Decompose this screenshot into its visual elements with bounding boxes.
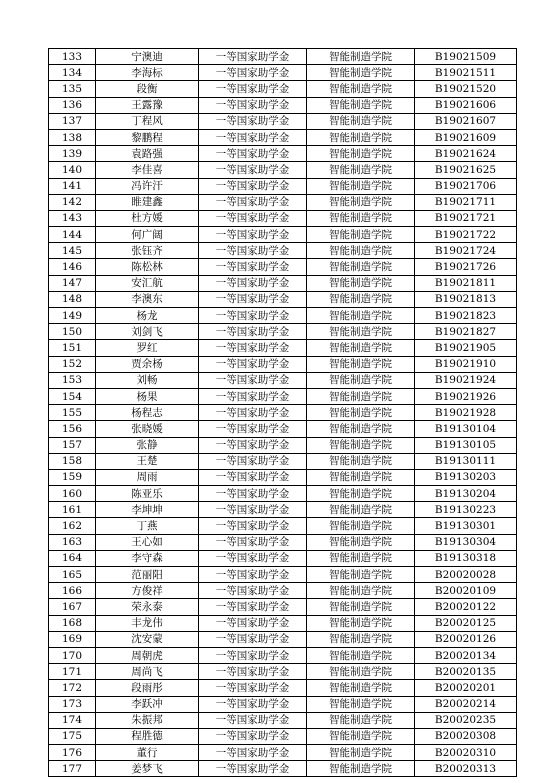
row-number-cell: 170	[49, 647, 96, 663]
student-name-cell: 程胜德	[96, 728, 199, 744]
student-name-cell: 杜方媛	[96, 210, 199, 226]
table-row	[49, 631, 517, 647]
award-type-cell: 一等国家助学金	[199, 194, 307, 210]
student-name-cell: 刘畅	[96, 372, 199, 388]
student-name-cell: 丁程风	[96, 113, 199, 129]
student-id-cell: B19130111	[415, 453, 517, 469]
college-name-cell: 智能制造学院	[307, 308, 415, 324]
table-row	[49, 243, 517, 259]
table-row	[49, 194, 517, 210]
student-id-cell: B19021813	[415, 291, 517, 307]
student-id-cell: B20020126	[415, 631, 517, 647]
student-id-cell: B20020235	[415, 712, 517, 728]
college-name-cell: 智能制造学院	[307, 631, 415, 647]
college-name-cell: 智能制造学院	[307, 65, 415, 81]
student-name-cell: 周雨	[96, 469, 199, 485]
college-name-cell: 智能制造学院	[307, 680, 415, 696]
award-type-cell: 一等国家助学金	[199, 356, 307, 372]
award-type-cell: 一等国家助学金	[199, 664, 307, 680]
row-number-cell: 176	[49, 745, 96, 761]
table-row	[49, 81, 517, 97]
student-name-cell: 李澳东	[96, 291, 199, 307]
college-name-cell: 智能制造学院	[307, 81, 415, 97]
award-type-cell: 一等国家助学金	[199, 502, 307, 518]
table-row	[49, 437, 517, 453]
row-number-cell: 143	[49, 210, 96, 226]
row-number-cell: 161	[49, 502, 96, 518]
table-row	[49, 227, 517, 243]
table-row	[49, 453, 517, 469]
student-name-cell: 安汇航	[96, 275, 199, 291]
table-row	[49, 696, 517, 712]
row-number-cell: 156	[49, 421, 96, 437]
award-type-cell: 一等国家助学金	[199, 227, 307, 243]
student-name-cell: 方俊祥	[96, 583, 199, 599]
student-id-cell: B20020308	[415, 728, 517, 744]
student-name-cell: 杨程志	[96, 405, 199, 421]
student-id-cell: B19021509	[415, 49, 517, 65]
table-row	[49, 647, 517, 663]
student-id-cell: B19130203	[415, 469, 517, 485]
row-number-cell: 139	[49, 146, 96, 162]
award-type-cell: 一等国家助学金	[199, 421, 307, 437]
row-number-cell: 146	[49, 259, 96, 275]
student-id-cell: B19021711	[415, 194, 517, 210]
college-name-cell: 智能制造学院	[307, 599, 415, 615]
table-row	[49, 275, 517, 291]
college-name-cell: 智能制造学院	[307, 372, 415, 388]
table-row	[49, 129, 517, 145]
table-row	[49, 680, 517, 696]
row-number-cell: 171	[49, 664, 96, 680]
college-name-cell: 智能制造学院	[307, 162, 415, 178]
college-name-cell: 智能制造学院	[307, 405, 415, 421]
award-type-cell: 一等国家助学金	[199, 162, 307, 178]
student-id-cell: B19130104	[415, 421, 517, 437]
award-type-cell: 一等国家助学金	[199, 550, 307, 566]
college-name-cell: 智能制造学院	[307, 243, 415, 259]
row-number-cell: 165	[49, 567, 96, 583]
roster-table-body	[49, 49, 517, 777]
award-type-cell: 一等国家助学金	[199, 324, 307, 340]
award-type-cell: 一等国家助学金	[199, 243, 307, 259]
student-id-cell: B19130301	[415, 518, 517, 534]
student-id-cell: B19021520	[415, 81, 517, 97]
student-name-cell: 罗红	[96, 340, 199, 356]
college-name-cell: 智能制造学院	[307, 275, 415, 291]
college-name-cell: 智能制造学院	[307, 291, 415, 307]
student-name-cell: 李跃冲	[96, 696, 199, 712]
student-name-cell: 袁路强	[96, 146, 199, 162]
award-type-cell: 一等国家助学金	[199, 291, 307, 307]
award-type-cell: 一等国家助学金	[199, 97, 307, 113]
college-name-cell: 智能制造学院	[307, 227, 415, 243]
table-row	[49, 728, 517, 744]
student-id-cell: B20020134	[415, 647, 517, 663]
table-row	[49, 113, 517, 129]
college-name-cell: 智能制造学院	[307, 421, 415, 437]
college-name-cell: 智能制造学院	[307, 178, 415, 194]
student-name-cell: 睢建鑫	[96, 194, 199, 210]
college-name-cell: 智能制造学院	[307, 437, 415, 453]
row-number-cell: 137	[49, 113, 96, 129]
student-name-cell: 李海标	[96, 65, 199, 81]
student-id-cell: B20020122	[415, 599, 517, 615]
student-id-cell: B19021910	[415, 356, 517, 372]
row-number-cell: 159	[49, 469, 96, 485]
student-id-cell: B19021823	[415, 308, 517, 324]
table-row	[49, 486, 517, 502]
table-row	[49, 291, 517, 307]
table-row	[49, 712, 517, 728]
college-name-cell: 智能制造学院	[307, 194, 415, 210]
student-id-cell: B20020214	[415, 696, 517, 712]
student-name-cell: 李坤坤	[96, 502, 199, 518]
award-type-cell: 一等国家助学金	[199, 275, 307, 291]
award-type-cell: 一等国家助学金	[199, 146, 307, 162]
row-number-cell: 174	[49, 712, 96, 728]
table-row	[49, 745, 517, 761]
student-id-cell: B20020125	[415, 615, 517, 631]
award-type-cell: 一等国家助学金	[199, 81, 307, 97]
table-row	[49, 372, 517, 388]
table-row	[49, 615, 517, 631]
college-name-cell: 智能制造学院	[307, 340, 415, 356]
college-name-cell: 智能制造学院	[307, 664, 415, 680]
row-number-cell: 150	[49, 324, 96, 340]
table-row	[49, 405, 517, 421]
student-id-cell: B19021811	[415, 275, 517, 291]
student-id-cell: B19130223	[415, 502, 517, 518]
award-type-cell: 一等国家助学金	[199, 728, 307, 744]
college-name-cell: 智能制造学院	[307, 696, 415, 712]
student-id-cell: B19021609	[415, 129, 517, 145]
college-name-cell: 智能制造学院	[307, 210, 415, 226]
table-row	[49, 65, 517, 81]
student-id-cell: B20020135	[415, 664, 517, 680]
college-name-cell: 智能制造学院	[307, 502, 415, 518]
student-id-cell: B19021706	[415, 178, 517, 194]
award-type-cell: 一等国家助学金	[199, 469, 307, 485]
award-type-cell: 一等国家助学金	[199, 437, 307, 453]
award-type-cell: 一等国家助学金	[199, 259, 307, 275]
row-number-cell: 142	[49, 194, 96, 210]
college-name-cell: 智能制造学院	[307, 469, 415, 485]
row-number-cell: 157	[49, 437, 96, 453]
college-name-cell: 智能制造学院	[307, 583, 415, 599]
award-type-cell: 一等国家助学金	[199, 388, 307, 404]
award-type-cell: 一等国家助学金	[199, 680, 307, 696]
table-row	[49, 518, 517, 534]
student-name-cell: 董行	[96, 745, 199, 761]
row-number-cell: 145	[49, 243, 96, 259]
college-name-cell: 智能制造学院	[307, 129, 415, 145]
table-row	[49, 502, 517, 518]
college-name-cell: 智能制造学院	[307, 615, 415, 631]
row-number-cell: 148	[49, 291, 96, 307]
college-name-cell: 智能制造学院	[307, 97, 415, 113]
student-name-cell: 宁澳迪	[96, 49, 199, 65]
row-number-cell: 144	[49, 227, 96, 243]
row-number-cell: 138	[49, 129, 96, 145]
student-name-cell: 周尚飞	[96, 664, 199, 680]
table-row	[49, 210, 517, 226]
award-type-cell: 一等国家助学金	[199, 372, 307, 388]
table-row	[49, 356, 517, 372]
table-row	[49, 567, 517, 583]
student-id-cell: B19021722	[415, 227, 517, 243]
student-name-cell: 丁燕	[96, 518, 199, 534]
table-row	[49, 162, 517, 178]
scholarship-roster-table	[48, 48, 517, 777]
student-name-cell: 王露豫	[96, 97, 199, 113]
student-name-cell: 何广阔	[96, 227, 199, 243]
table-row	[49, 469, 517, 485]
college-name-cell: 智能制造学院	[307, 712, 415, 728]
award-type-cell: 一等国家助学金	[199, 113, 307, 129]
table-row	[49, 534, 517, 550]
student-id-cell: B19021606	[415, 97, 517, 113]
student-id-cell: B20020028	[415, 567, 517, 583]
college-name-cell: 智能制造学院	[307, 259, 415, 275]
award-type-cell: 一等国家助学金	[199, 405, 307, 421]
award-type-cell: 一等国家助学金	[199, 761, 307, 777]
college-name-cell: 智能制造学院	[307, 518, 415, 534]
student-id-cell: B19021827	[415, 324, 517, 340]
student-id-cell: B19021625	[415, 162, 517, 178]
student-id-cell: B19021721	[415, 210, 517, 226]
student-name-cell: 荣永泰	[96, 599, 199, 615]
student-name-cell: 李佳喜	[96, 162, 199, 178]
student-name-cell: 段雨彤	[96, 680, 199, 696]
college-name-cell: 智能制造学院	[307, 550, 415, 566]
award-type-cell: 一等国家助学金	[199, 615, 307, 631]
student-name-cell: 王楚	[96, 453, 199, 469]
row-number-cell: 154	[49, 388, 96, 404]
student-id-cell: B20020109	[415, 583, 517, 599]
student-name-cell: 张静	[96, 437, 199, 453]
student-name-cell: 陈亚乐	[96, 486, 199, 502]
student-id-cell: B20020201	[415, 680, 517, 696]
college-name-cell: 智能制造学院	[307, 647, 415, 663]
college-name-cell: 智能制造学院	[307, 567, 415, 583]
student-id-cell: B19021607	[415, 113, 517, 129]
student-id-cell: B19130204	[415, 486, 517, 502]
row-number-cell: 177	[49, 761, 96, 777]
table-row	[49, 340, 517, 356]
student-id-cell: B19021624	[415, 146, 517, 162]
award-type-cell: 一等国家助学金	[199, 631, 307, 647]
row-number-cell: 168	[49, 615, 96, 631]
table-row	[49, 178, 517, 194]
award-type-cell: 一等国家助学金	[199, 178, 307, 194]
student-name-cell: 陈松林	[96, 259, 199, 275]
college-name-cell: 智能制造学院	[307, 49, 415, 65]
student-id-cell: B19130318	[415, 550, 517, 566]
row-number-cell: 136	[49, 97, 96, 113]
student-name-cell: 刘剑飞	[96, 324, 199, 340]
college-name-cell: 智能制造学院	[307, 745, 415, 761]
college-name-cell: 智能制造学院	[307, 486, 415, 502]
row-number-cell: 149	[49, 308, 96, 324]
student-name-cell: 冯许汗	[96, 178, 199, 194]
table-row	[49, 97, 517, 113]
row-number-cell: 140	[49, 162, 96, 178]
award-type-cell: 一等国家助学金	[199, 308, 307, 324]
award-type-cell: 一等国家助学金	[199, 534, 307, 550]
student-name-cell: 黎鹏程	[96, 129, 199, 145]
student-id-cell: B19021928	[415, 405, 517, 421]
college-name-cell: 智能制造学院	[307, 388, 415, 404]
student-name-cell: 朱振邦	[96, 712, 199, 728]
table-row	[49, 550, 517, 566]
student-name-cell: 李守森	[96, 550, 199, 566]
student-id-cell: B20020310	[415, 745, 517, 761]
student-name-cell: 张晓媛	[96, 421, 199, 437]
row-number-cell: 166	[49, 583, 96, 599]
row-number-cell: 158	[49, 453, 96, 469]
award-type-cell: 一等国家助学金	[199, 696, 307, 712]
student-id-cell: B19021924	[415, 372, 517, 388]
row-number-cell: 155	[49, 405, 96, 421]
student-name-cell: 贾余杨	[96, 356, 199, 372]
row-number-cell: 153	[49, 372, 96, 388]
college-name-cell: 智能制造学院	[307, 113, 415, 129]
award-type-cell: 一等国家助学金	[199, 745, 307, 761]
award-type-cell: 一等国家助学金	[199, 210, 307, 226]
college-name-cell: 智能制造学院	[307, 356, 415, 372]
award-type-cell: 一等国家助学金	[199, 65, 307, 81]
college-name-cell: 智能制造学院	[307, 453, 415, 469]
row-number-cell: 151	[49, 340, 96, 356]
student-name-cell: 杨龙	[96, 308, 199, 324]
college-name-cell: 智能制造学院	[307, 146, 415, 162]
student-id-cell: B19130105	[415, 437, 517, 453]
college-name-cell: 智能制造学院	[307, 761, 415, 777]
table-row	[49, 664, 517, 680]
college-name-cell: 智能制造学院	[307, 324, 415, 340]
student-id-cell: B19130304	[415, 534, 517, 550]
student-name-cell: 周朝虎	[96, 647, 199, 663]
award-type-cell: 一等国家助学金	[199, 712, 307, 728]
row-number-cell: 169	[49, 631, 96, 647]
row-number-cell: 167	[49, 599, 96, 615]
student-name-cell: 段衡	[96, 81, 199, 97]
award-type-cell: 一等国家助学金	[199, 599, 307, 615]
row-number-cell: 152	[49, 356, 96, 372]
award-type-cell: 一等国家助学金	[199, 129, 307, 145]
student-id-cell: B19021724	[415, 243, 517, 259]
student-name-cell: 沈安蒙	[96, 631, 199, 647]
table-row	[49, 324, 517, 340]
college-name-cell: 智能制造学院	[307, 728, 415, 744]
student-id-cell: B19021726	[415, 259, 517, 275]
student-name-cell: 丰龙伟	[96, 615, 199, 631]
award-type-cell: 一等国家助学金	[199, 647, 307, 663]
row-number-cell: 141	[49, 178, 96, 194]
row-number-cell: 133	[49, 49, 96, 65]
student-name-cell: 张钰齐	[96, 243, 199, 259]
award-type-cell: 一等国家助学金	[199, 486, 307, 502]
award-type-cell: 一等国家助学金	[199, 49, 307, 65]
student-name-cell: 范丽阳	[96, 567, 199, 583]
student-id-cell: B20020313	[415, 761, 517, 777]
table-row	[49, 308, 517, 324]
student-id-cell: B19021905	[415, 340, 517, 356]
row-number-cell: 173	[49, 696, 96, 712]
row-number-cell: 162	[49, 518, 96, 534]
row-number-cell: 172	[49, 680, 96, 696]
table-row	[49, 583, 517, 599]
row-number-cell: 135	[49, 81, 96, 97]
student-name-cell: 姜梦飞	[96, 761, 199, 777]
row-number-cell: 160	[49, 486, 96, 502]
award-type-cell: 一等国家助学金	[199, 453, 307, 469]
award-type-cell: 一等国家助学金	[199, 340, 307, 356]
row-number-cell: 163	[49, 534, 96, 550]
table-row	[49, 761, 517, 777]
table-row	[49, 146, 517, 162]
award-type-cell: 一等国家助学金	[199, 518, 307, 534]
table-row	[49, 49, 517, 65]
row-number-cell: 134	[49, 65, 96, 81]
table-row	[49, 421, 517, 437]
row-number-cell: 147	[49, 275, 96, 291]
college-name-cell: 智能制造学院	[307, 534, 415, 550]
student-id-cell: B19021926	[415, 388, 517, 404]
row-number-cell: 175	[49, 728, 96, 744]
table-row	[49, 388, 517, 404]
student-name-cell: 杨果	[96, 388, 199, 404]
student-id-cell: B19021511	[415, 65, 517, 81]
table-row	[49, 259, 517, 275]
award-type-cell: 一等国家助学金	[199, 567, 307, 583]
row-number-cell: 164	[49, 550, 96, 566]
table-row	[49, 599, 517, 615]
award-type-cell: 一等国家助学金	[199, 583, 307, 599]
student-name-cell: 王心如	[96, 534, 199, 550]
